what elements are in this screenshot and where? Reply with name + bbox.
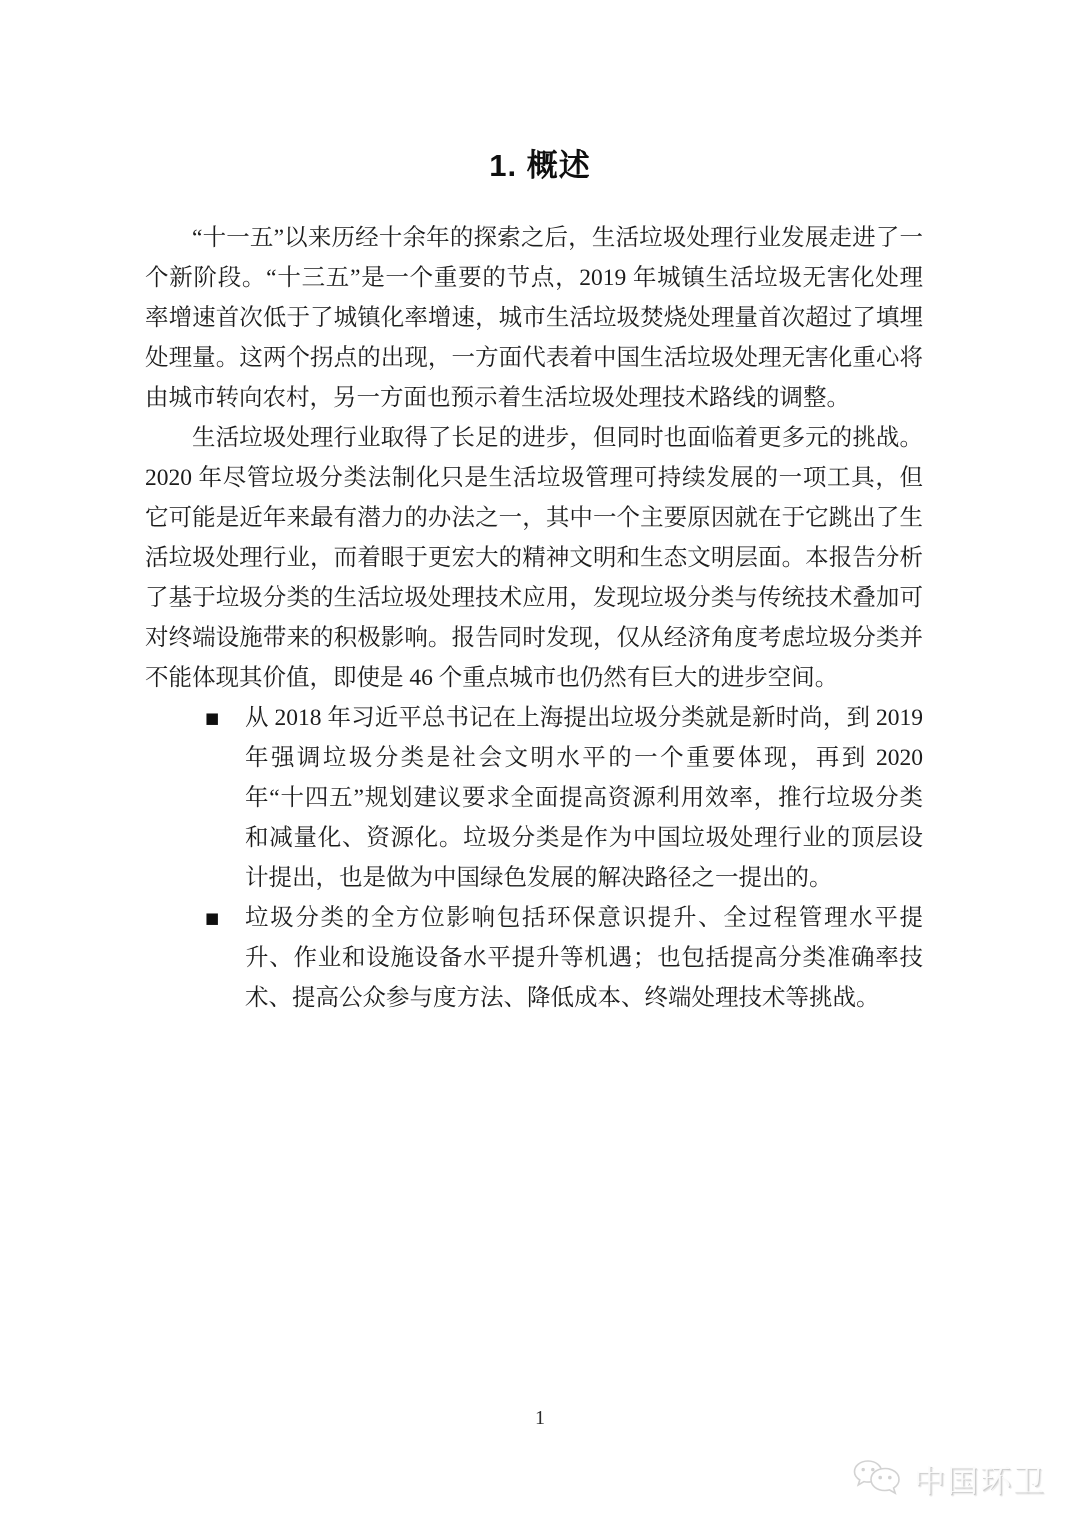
paragraph-2: 生活垃圾处理行业取得了长足的进步，但同时也面临着更多元的挑战。2020 年尽管垃圾分类法制化只是生活垃圾管理可持续发展的一项工具，但它可能是近年来最有潜力的办法之一，其中一个主要原因就在于它跳出了生活垃圾处理行业，而着眼于更宏大的精神文明和生态文明层面。本报告分析了基于垃圾分类的生活垃圾处理技术应用，发现垃圾分类与传统技术叠加可对终端设施带来的积极影响。报告同时发现，仅从经济角度考虑垃圾分类并不能体现其价值，即使是 46 个重点城市也仍然有巨大的进步空间。 xyxy=(145,425,923,691)
section-title: 1. 概述 xyxy=(489,148,591,183)
body-text xyxy=(145,218,923,1018)
bullet-text-2: 垃圾分类的全方位影响包括环保意识提升、全过程管理水平提升、作业和设施设备水平提升等机遇；也包括提高分类准确率技术、提高公众参与度方法、降低成本、终端处理技术等挑战。 xyxy=(245,905,923,1011)
page-number: 1 xyxy=(535,1407,545,1429)
bullet-text-1: 从 2018 年习近平总书记在上海提出垃圾分类就是新时尚，到 2019 年强调垃圾分类是社会文明水平的一个重要体现，再到 2020 年“十四五”规划建议要求全面提高资源利用效率，推行垃圾分类和减量化、资源化。垃圾分类是作为中国垃圾处理行业的顶层设计提出，也是做为中国绿色发展的解决路径之一提出的。 xyxy=(245,705,923,891)
bullet-square-icon: ■ xyxy=(205,909,220,927)
watermark xyxy=(852,1456,1046,1501)
wechat-icon xyxy=(852,1459,902,1499)
watermark-label: 中国环卫 xyxy=(914,1464,1046,1499)
paragraph-1: “十一五”以来历经十余年的探索之后，生活垃圾处理行业发展走进了一个新阶段。“十三五”是一个重要的节点，2019 年城镇生活垃圾无害化处理率增速首次低于了城镇化率增速，城市生活垃圾焚烧处理量首次超过了填埋处理量。这两个拐点的出现，一方面代表着中国生活垃圾处理无害化重心将由城市转向农村，另一方面也预示着生活垃圾处理技术路线的调整。 xyxy=(145,225,923,411)
bullet-item-2 xyxy=(205,898,923,1018)
bullet-square-icon: ■ xyxy=(205,709,220,727)
bullet-item-1 xyxy=(205,698,923,898)
